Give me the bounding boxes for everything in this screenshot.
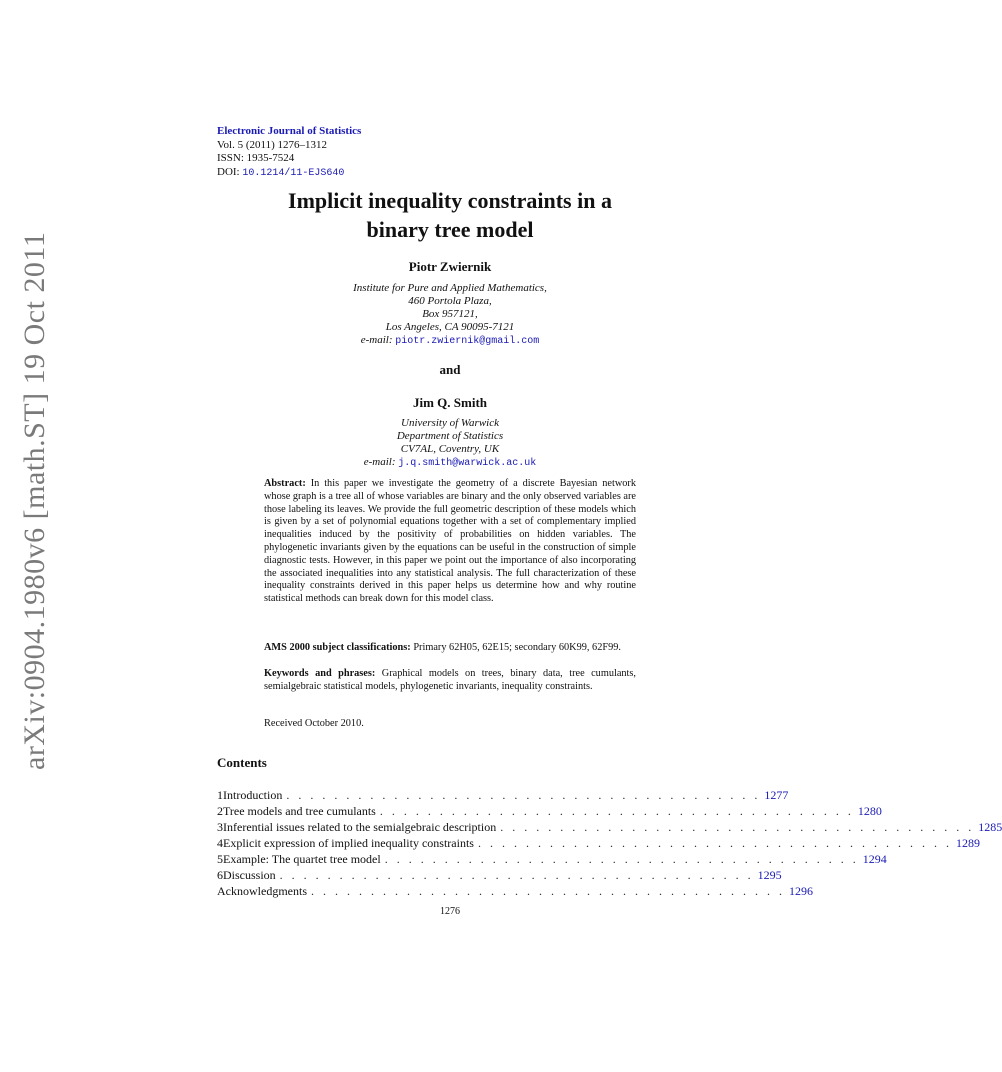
arxiv-stamp: arXiv:0904.1980v6 [math.ST] 19 Oct 2011 <box>18 231 51 770</box>
author-2-name: Jim Q. Smith <box>412 395 488 410</box>
affil-line: 460 Portola Plaza, <box>408 295 492 307</box>
keywords-label: Keywords and phrases: <box>264 668 376 679</box>
toc-leader: . . . . . . . . . . . . . . . . . . . . . . . . . . . . . . . . . . . . . . . . <box>286 788 761 802</box>
page-number: 1276 <box>440 906 460 917</box>
toc-page-link[interactable]: 1294 <box>862 852 887 866</box>
toc-number: 3 <box>217 820 223 834</box>
contents-heading: Contents <box>217 755 267 770</box>
affil-line: University of Warwick <box>401 417 499 429</box>
toc-label: Example: The quartet tree model <box>223 852 381 866</box>
doi-label: DOI: <box>217 165 240 178</box>
affil-line: Department of Statistics <box>396 430 504 442</box>
toc-label: Acknowledgments <box>217 884 307 898</box>
ams-label: AMS 2000 subject classifications: <box>264 642 411 653</box>
affil-line: Institute for Pure and Applied Mathematics, <box>353 282 547 294</box>
journal-doi <box>217 166 361 181</box>
author-1-email-row <box>217 334 683 348</box>
journal-issn: ISSN: 1935-7524 <box>217 152 295 164</box>
toc-page-link[interactable]: 1296 <box>788 884 813 898</box>
toc-page-link[interactable]: 1295 <box>757 868 782 882</box>
affil-line: CV7AL, Coventry, UK <box>400 443 500 455</box>
doi-link[interactable]: 10.1214/11-EJS640 <box>242 167 345 179</box>
toc-number: 6 <box>217 868 223 882</box>
received-date: Received October 2010. <box>264 718 364 729</box>
toc-entry[interactable] <box>217 883 813 899</box>
author-1-name: Piotr Zwiernik <box>408 259 492 274</box>
toc-entry[interactable] <box>217 803 882 819</box>
toc-entry[interactable] <box>217 867 782 883</box>
toc-page-link[interactable]: 1280 <box>857 804 882 818</box>
ams-text: Primary 62H05, 62E15; secondary 60K99, 62F99. <box>413 642 621 653</box>
toc-leader: . . . . . . . . . . . . . . . . . . . . . . . . . . . . . . . . . . . . . . . . <box>384 852 859 866</box>
abstract <box>264 478 636 606</box>
toc-entry[interactable] <box>217 835 980 851</box>
abstract-text: In this paper we investigate the geometry of a discrete Bayesian network whose graph is a tree all of whose variables are binary and the only observed variables are those labeling its leaves. We provide the full geometric description of these models which is given by a set of polynomial equations together with a set of complementary implied inequalities induced by the positivity of probabilities on hidden variables. The phylogenetic invariants given by the equations can be useful in the construction of simple diagnostic tests. However, in this paper we point out the importance of also incorporating the associated inequalities into any statistical analysis. The full characterization of these inequality constraints derived in this paper helps us determine how and why routine statistical methods can break down for this model class. <box>264 478 636 605</box>
affil-line: Box 957121, <box>422 308 478 320</box>
title-line-2: binary tree model <box>366 217 534 242</box>
toc-label: Discussion <box>223 868 276 882</box>
author-2-email-row <box>217 456 683 470</box>
toc-entry[interactable] <box>217 819 1002 835</box>
author-1-affiliation <box>217 282 683 348</box>
toc-leader: . . . . . . . . . . . . . . . . . . . . . . . . . . . . . . . . . . . . . . . . <box>310 884 785 898</box>
toc-label: Explicit expression of implied inequality constraints <box>223 836 474 850</box>
toc-page-link[interactable]: 1289 <box>955 836 980 850</box>
toc-entry[interactable] <box>217 851 887 867</box>
toc-leader: . . . . . . . . . . . . . . . . . . . . . . . . . . . . . . . . . . . . . . . . <box>477 836 952 850</box>
journal-volume: Vol. 5 (2011) 1276–1312 <box>217 138 327 151</box>
email-label: e-mail: <box>363 456 396 468</box>
paper-title <box>217 186 683 244</box>
author-2-email-link[interactable]: j.q.smith@warwick.ac.uk <box>398 458 537 469</box>
keywords-text: Graphical models on trees, binary data, tree cumulants, semialgebraic statistical models, phylogenetic invariants, inequality constraints. <box>264 668 637 692</box>
toc-label: Introduction <box>223 788 283 802</box>
journal-header <box>217 125 361 180</box>
abstract-label: Abstract: <box>264 478 306 489</box>
toc-leader: . . . . . . . . . . . . . . . . . . . . . . . . . . . . . . . . . . . . . . . . <box>500 820 975 834</box>
table-of-contents <box>217 787 1002 899</box>
title-line-1: Implicit inequality constraints in a <box>288 188 612 213</box>
toc-number: 1 <box>217 788 223 802</box>
toc-label: Inferential issues related to the semialgebraic description <box>223 820 497 834</box>
keywords <box>264 668 636 694</box>
and-separator: and <box>439 362 461 377</box>
affil-line: Los Angeles, CA 90095-7121 <box>385 321 515 333</box>
toc-number: 2 <box>217 804 223 818</box>
toc-entry[interactable] <box>217 787 789 803</box>
toc-number: 5 <box>217 852 223 866</box>
ams-classifications <box>264 642 636 655</box>
email-label: e-mail: <box>360 334 393 346</box>
toc-number: 4 <box>217 836 223 850</box>
author-1-email-link[interactable]: piotr.zwiernik@gmail.com <box>395 336 540 347</box>
toc-leader: . . . . . . . . . . . . . . . . . . . . . . . . . . . . . . . . . . . . . . . . <box>279 868 754 882</box>
toc-leader: . . . . . . . . . . . . . . . . . . . . . . . . . . . . . . . . . . . . . . . . <box>379 804 854 818</box>
toc-page-link[interactable]: 1277 <box>764 788 789 802</box>
author-2-affiliation <box>217 417 683 470</box>
toc-label: Tree models and tree cumulants <box>223 804 376 818</box>
toc-page-link[interactable]: 1285 <box>978 820 1002 834</box>
journal-name[interactable]: Electronic Journal of Statistics <box>217 125 362 137</box>
